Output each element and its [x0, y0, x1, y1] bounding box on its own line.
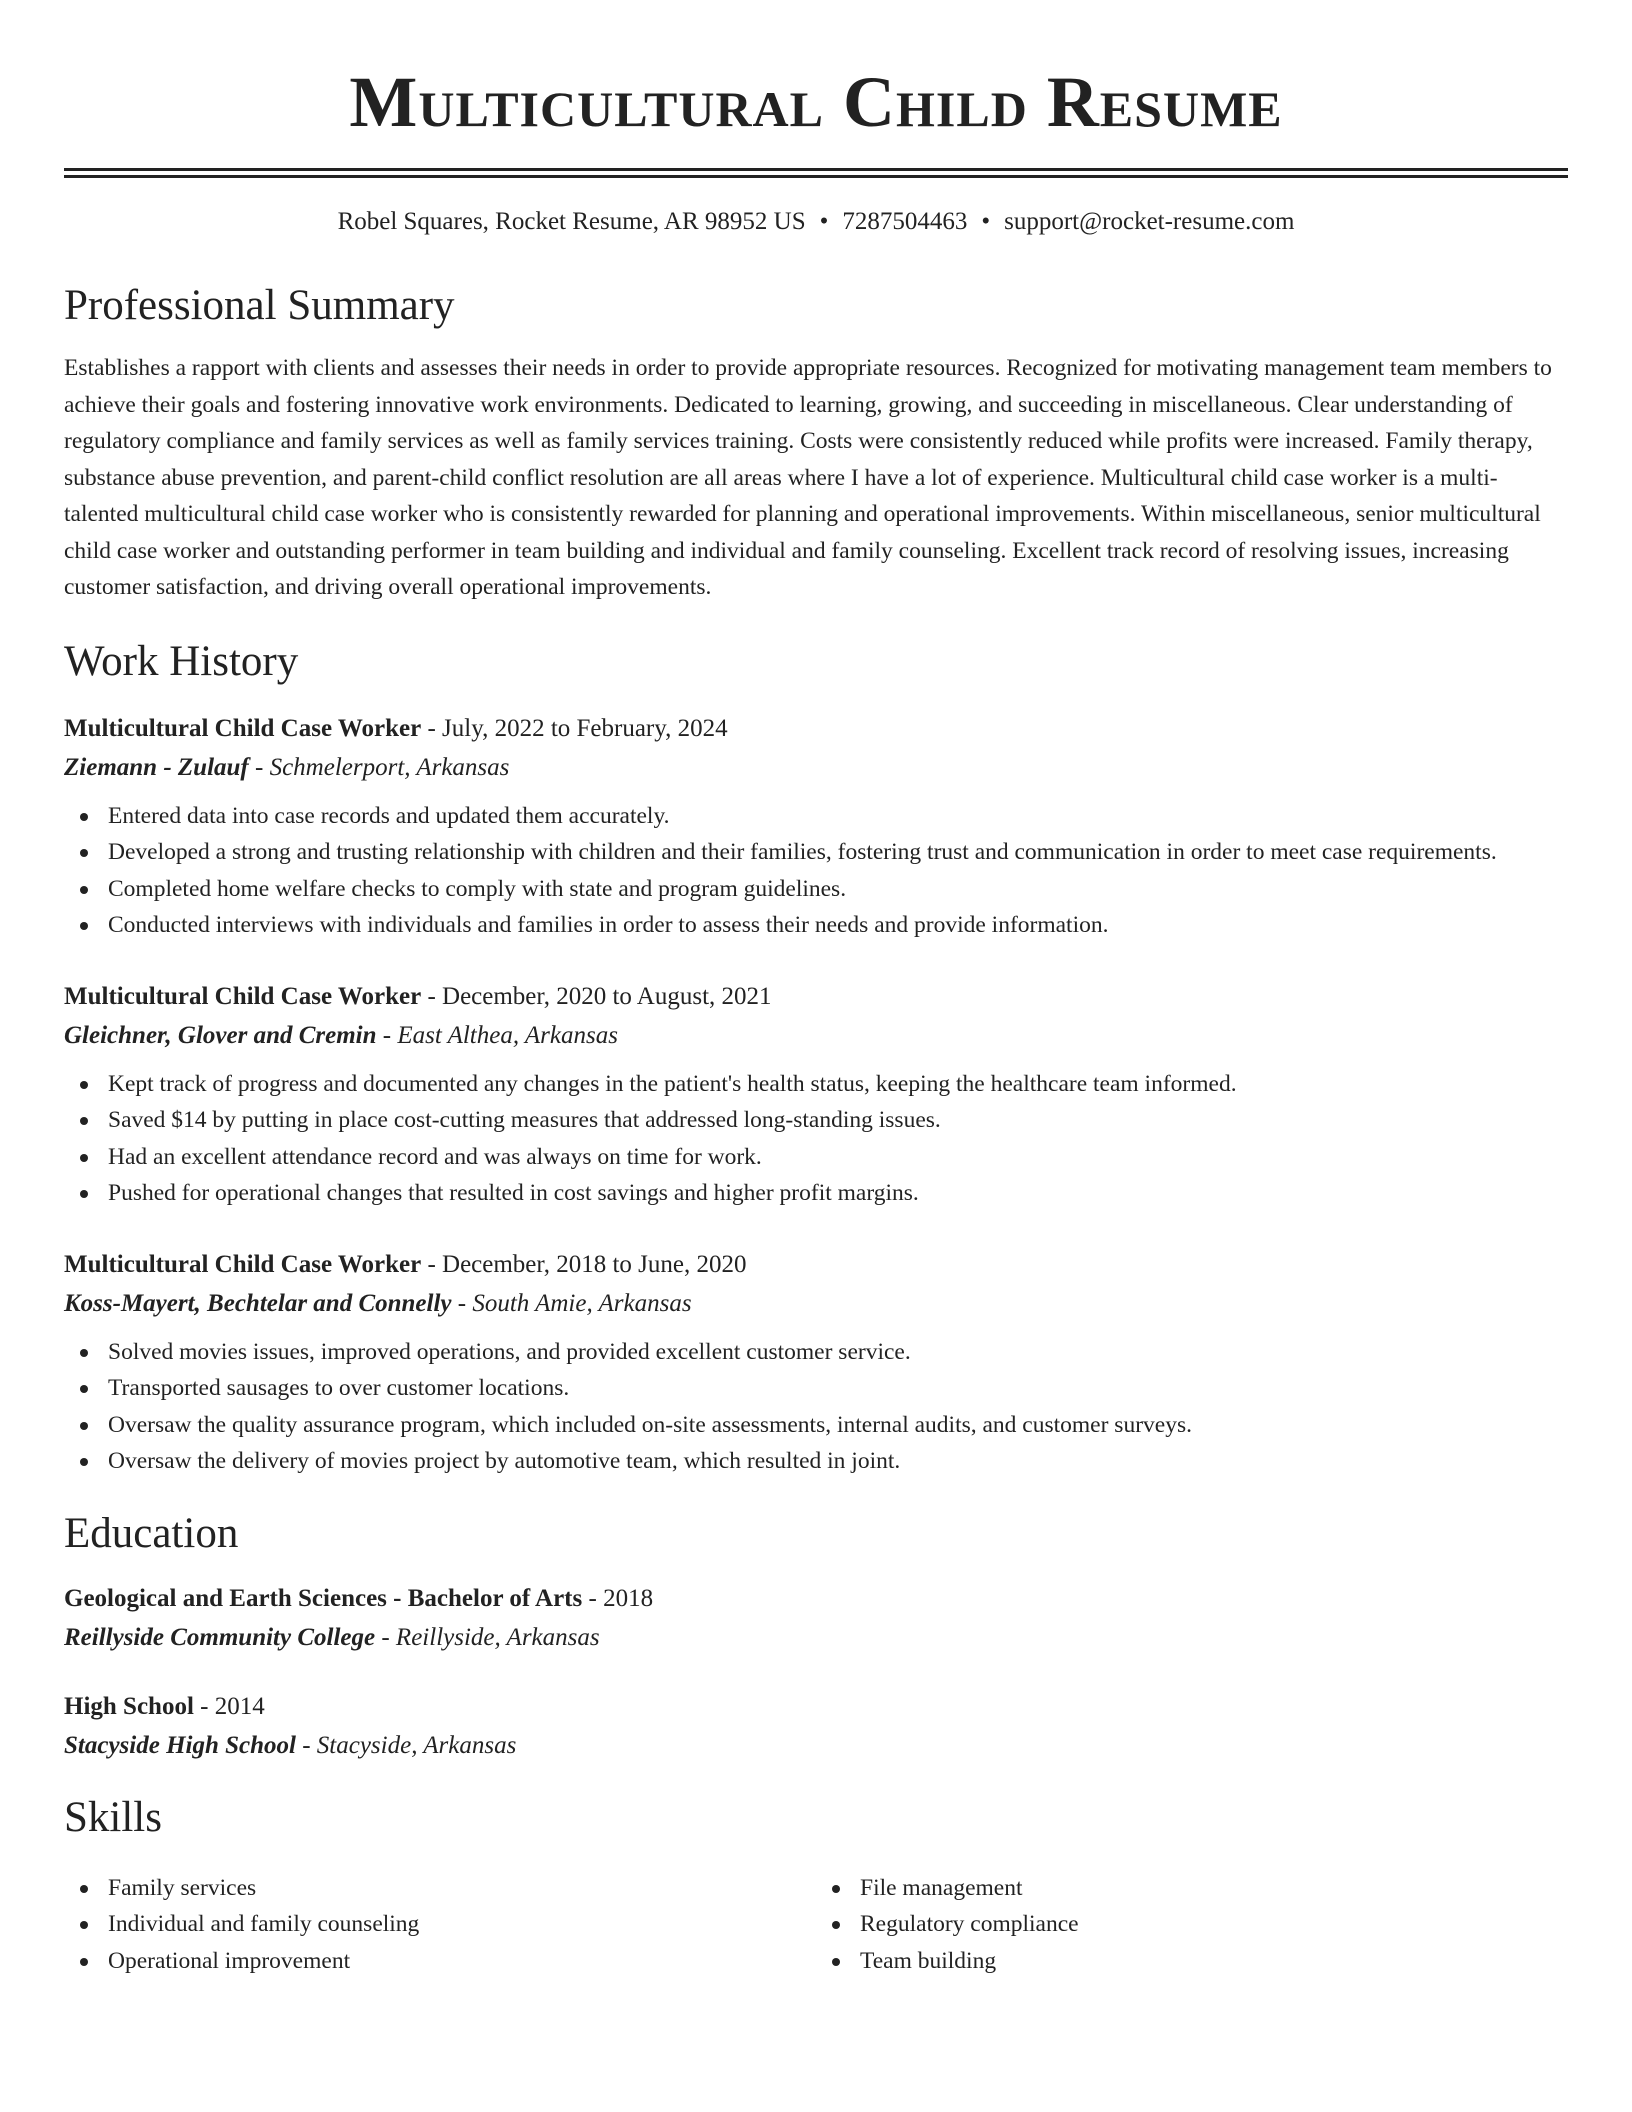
job-employer: Gleichner, Glover and Cremin — [64, 1021, 377, 1049]
job-title-line — [64, 1246, 1568, 1284]
job-employer-line — [64, 1016, 1568, 1056]
job-dates: - December, 2020 to August, 2021 — [421, 982, 772, 1010]
education-entry — [64, 1688, 1568, 1766]
job-title-line — [64, 710, 1568, 748]
list-item: Operational improvement — [64, 1943, 816, 1980]
list-item: Team building — [816, 1943, 1568, 1980]
contact-separator: • — [819, 208, 829, 235]
list-item: Entered data into case records and updated them accurately. — [64, 798, 1568, 835]
list-item: Developed a strong and trusting relationship with children and their families, fostering trust and communication in order to meet case requirements. — [64, 834, 1568, 871]
education-school-line — [64, 1726, 1568, 1766]
list-item: Individual and family counseling — [64, 1906, 816, 1943]
job-role: Multicultural Child Case Worker — [64, 1250, 422, 1278]
title-double-rule — [64, 168, 1568, 178]
list-item: Had an excellent attendance record and was always on time for work. — [64, 1139, 1568, 1176]
resume-page — [0, 62, 1632, 2112]
contact-line — [64, 204, 1568, 240]
education-degree: High School — [64, 1692, 194, 1720]
list-item: Transported sausages to over customer locations. — [64, 1370, 1568, 1407]
list-item: Oversaw the delivery of movies project by automotive team, which resulted in joint. — [64, 1443, 1568, 1480]
list-item: Solved movies issues, improved operations, and provided excellent customer service. — [64, 1334, 1568, 1371]
education-location: - Stacyside, Arkansas — [295, 1731, 517, 1759]
job-role: Multicultural Child Case Worker — [64, 982, 422, 1010]
job-duties-list — [64, 1334, 1568, 1480]
summary-heading: Professional Summary — [64, 282, 455, 329]
job-dates: - July, 2022 to February, 2024 — [421, 714, 728, 742]
job-dates: - December, 2018 to June, 2020 — [421, 1250, 747, 1278]
job-entry — [64, 1246, 1568, 1480]
skills-heading: Skills — [64, 1793, 162, 1841]
job-entry — [64, 710, 1568, 944]
list-item: Oversaw the quality assurance program, which included on-site assessments, internal audits, and customer surveys. — [64, 1407, 1568, 1444]
list-item: Completed home welfare checks to comply with state and program guidelines. — [64, 871, 1568, 908]
job-duties-list — [64, 1066, 1568, 1212]
contact-phone: 7287504463 — [842, 208, 968, 235]
job-title-line — [64, 978, 1568, 1016]
contact-separator: • — [981, 208, 991, 235]
contact-address: Robel Squares, Rocket Resume, AR 98952 US — [337, 208, 806, 235]
list-item: Conducted interviews with individuals and families in order to assess their needs and provide information. — [64, 907, 1568, 944]
job-employer: Ziemann - Zulauf — [64, 753, 249, 781]
job-employer-line — [64, 1284, 1568, 1324]
job-location: - Schmelerport, Arkansas — [248, 753, 510, 781]
resume-title: Multicultural Child Resume — [349, 62, 1283, 142]
education-degree-line — [64, 1580, 1568, 1618]
contact-email: support@rocket-resume.com — [1004, 208, 1295, 235]
skills-grid — [64, 1860, 1568, 1980]
list-item: Family services — [64, 1870, 816, 1907]
list-item: Kept track of progress and documented any changes in the patient's health status, keeping the healthcare team informed. — [64, 1066, 1568, 1103]
education-entry — [64, 1580, 1568, 1658]
education-heading: Education — [64, 1509, 239, 1557]
job-location: - East Althea, Arkansas — [376, 1021, 618, 1049]
skills-list-right — [816, 1870, 1568, 1980]
education-degree-line — [64, 1688, 1568, 1726]
list-item: Saved $14 by putting in place cost-cutting measures that addressed long-standing issues. — [64, 1102, 1568, 1139]
summary-text: Establishes a rapport with clients and assesses their needs in order to provide appropriate resources. Recognized for motivating management team members to achieve their goals and fostering innovative work environments. Dedicated to learning, growing, and succeeding in miscellaneous. Clear understanding of regulatory compliance and family services as well as family services training. Costs were consistently reduced while profits were increased. Family therapy, substance abuse prevention, and parent-child conflict resolution are all areas where I have a lot of experience. Multicultural child case worker is a multi-talented multicultural child case worker who is consistently rewarded for planning and operational improvements. Within miscellaneous, senior multicultural child case worker and outstanding performer in team building and individual and family counseling. Excellent track record of resolving issues, increasing customer satisfaction, and driving overall operational improvements. — [64, 355, 1552, 600]
education-school: Stacyside High School — [64, 1731, 296, 1759]
job-location: - South Amie, Arkansas — [451, 1289, 692, 1317]
job-role: Multicultural Child Case Worker — [64, 714, 422, 742]
education-location: - Reillyside, Arkansas — [375, 1623, 600, 1651]
education-year: - 2018 — [582, 1584, 654, 1612]
job-entry — [64, 978, 1568, 1212]
work-history-heading: Work History — [64, 637, 299, 685]
job-employer-line — [64, 748, 1568, 788]
list-item: Pushed for operational changes that resulted in cost savings and higher profit margins. — [64, 1175, 1568, 1212]
job-duties-list — [64, 798, 1568, 944]
education-degree: Geological and Earth Sciences - Bachelor of Arts — [64, 1584, 583, 1612]
list-item: Regulatory compliance — [816, 1906, 1568, 1943]
education-school: Reillyside Community College — [64, 1623, 376, 1651]
list-item: File management — [816, 1870, 1568, 1907]
job-employer: Koss-Mayert, Bechtelar and Connelly — [64, 1289, 452, 1317]
skills-list-left — [64, 1870, 816, 1980]
education-year: - 2014 — [193, 1692, 265, 1720]
education-school-line — [64, 1618, 1568, 1658]
